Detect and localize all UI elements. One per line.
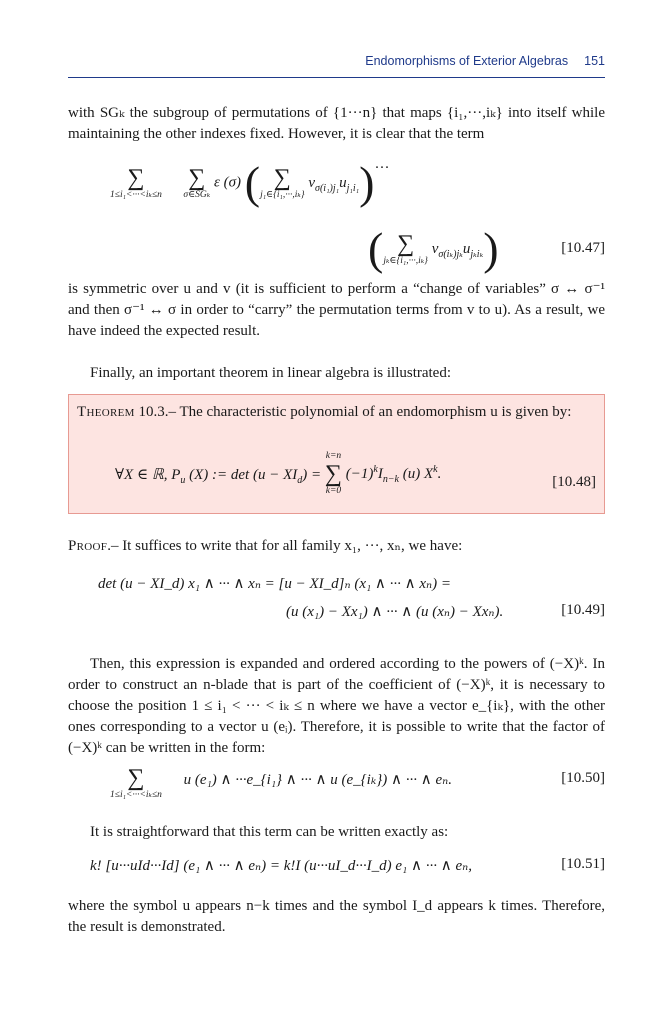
eq-10-50-expr: ∑ 1≤i₁<···<iₖ≤n u (e₁) ∧ ···e_{i₁} ∧ ··· ∧ u (e_{iₖ}) ∧ ··· ∧ eₙ. (110, 765, 452, 800)
proof-intro-text: .– It suffices to write that for all family x₁, ···, xₙ, we have: (107, 538, 463, 554)
page-number: 151 (584, 54, 605, 68)
eq-10-47-line2: ( ∑ jₖ∈{i₁,···,iₖ} $v_{\sigma(i_k)j_k}u_{j_ki_k}$) (368, 223, 499, 274)
equation-number: [10.49] (561, 602, 605, 618)
eq-10-49-line1: det (u − XI_d) x₁ ∧ ··· ∧ xₙ = [u − XI_d]ₙ (x₁ ∧ ··· ∧ xₙ) = (98, 576, 451, 592)
theorem-name: Theorem (77, 404, 135, 420)
paragraph-conclusion (68, 896, 605, 938)
epsilon-sigma: ε (σ) (213, 174, 242, 191)
paragraph-expansion (68, 654, 605, 759)
equation-number: [10.51] (561, 856, 605, 872)
theorem-formula: ∀X ∈ ℝ, $P_u$ (X) := $\det (u - XI_d)$ = k=n ∑ k=0 $(-1)^kI_{n-k}$ (u) $X^k$. (115, 451, 442, 496)
sum-symbol: ∑ σ∈SGₖ (183, 164, 211, 200)
paragraph-intro (68, 103, 605, 145)
theorem-statement (77, 402, 596, 423)
paragraph-straightforward (68, 822, 605, 843)
paragraph-intro-text: with SGₖ the subgroup of permutations of {1···n} that maps {i₁,···,iₖ} into itself while maintaining the other indexes fixed. However, it is clear that the term (68, 105, 605, 142)
eq-10-47-line1: ∑ 1≤i₁<···<iₖ≤n ∑ σ∈SGₖ ε (σ) ( ∑ j₁∈{i₁,···,iₖ} $v_{\sigma(i_1)j_1}u_{j_1i_1})\cdot\cdot\cdot$ (110, 157, 390, 208)
sum-symbol: k=n ∑ k=0 (324, 451, 342, 496)
equation-10-51 (68, 856, 605, 886)
sum-symbol: ∑ j₁∈{i₁,···,iₖ} (260, 164, 305, 200)
eq-10-51-expr: k! [u···uId···Id] (e₁ ∧ ··· ∧ eₙ) = k!I (u···uI_d···I_d) e₁ ∧ ··· ∧ eₙ, (90, 858, 472, 874)
sum-symbol: ∑ 1≤i₁<···<iₖ≤n (110, 164, 162, 200)
paragraph-finally (68, 363, 605, 384)
sum-symbol: ∑ 1≤i₁<···<iₖ≤n (110, 765, 162, 800)
equation-10-50 (68, 766, 605, 806)
paragraph-conclusion-text: where the symbol u appears n−k times and the symbol I_d appears k times. Therefore, the result is demonstrated. (68, 898, 605, 935)
sum-symbol: ∑ jₖ∈{i₁,···,iₖ} (383, 230, 428, 266)
running-header (68, 54, 605, 68)
eq-10-49-line2: (u (x₁) − Xx₁) ∧ ··· ∧ (u (xₙ) − Xxₙ). (286, 604, 504, 620)
paragraph-symmetric-text: is symmetric over u and v (it is sufficient to perform a “change of variables” σ ↔ σ⁻¹ and then σ⁻¹ ↔ σ in order to “carry” the permutation terms from v to u). As a result, we have indeed the expected result. (68, 281, 605, 339)
theorem-text: The characteristic polynomial of an endomorphism u is given by: (179, 404, 572, 420)
equation-number: [10.48] (552, 474, 596, 490)
theorem-number: 10.3.– (138, 404, 176, 420)
equation-10-49 (68, 574, 605, 624)
equation-number: [10.50] (561, 770, 605, 786)
running-title: Endomorphisms of Exterior Algebras (365, 54, 569, 68)
paragraph-finally-text: Finally, an important theorem in linear algebra is illustrated: (90, 365, 452, 381)
proof-intro (68, 536, 605, 557)
paragraph-expansion-text: Then, this expression is expanded and ordered according to the powers of (−X)ᵏ. In order to construct an n-blade that is part of the coefficient of (−X)ᵏ, it is necessary to choose the position 1 ≤ i₁ < ··· < iₖ ≤ n where we have a vector e_{iₖ}, with the other ones corresponding to a vector u (eᵢ). Therefore, it is possible to write that the factor of (−X)ᵏ can be written in the form: (68, 656, 605, 756)
paragraph-straightforward-text: It is straightforward that this term can be written exactly as: (90, 824, 449, 840)
theorem-box (68, 394, 605, 514)
proof-name: Proof (68, 538, 108, 554)
equation-number: [10.47] (561, 240, 605, 256)
header-rule (68, 77, 605, 78)
paragraph-symmetric (68, 279, 605, 342)
equation-10-47 (68, 157, 605, 280)
